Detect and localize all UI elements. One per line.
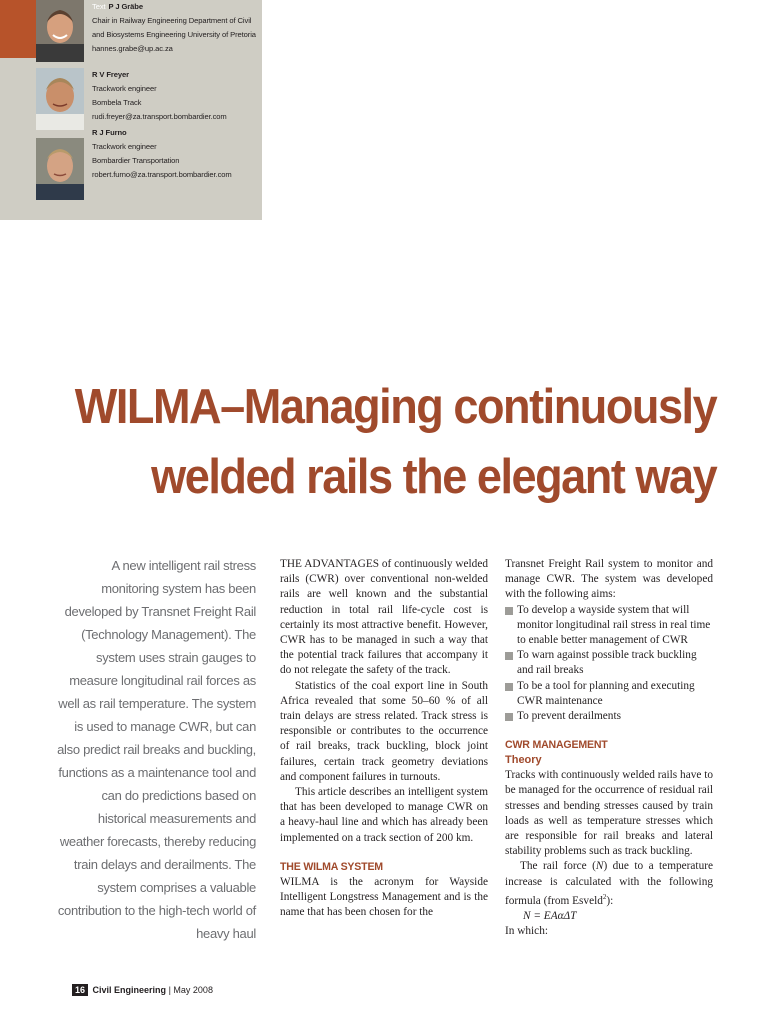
body-paragraph: THE ADVANTAGES of continuously welded rails (CWR) over conventional non-welded rails are well known and the substantial reduction in total rail life-cycle cost is certainly its most attractive benefit. However, CWR has to be managed in such a way that the potential track failures that accompany it do not relegate the safety of the track.	[280, 558, 488, 677]
author-line: Bombardier Transportation	[92, 156, 180, 165]
author-line: Trackwork engineer	[92, 84, 157, 93]
variable: N	[595, 860, 604, 873]
author-photo	[36, 138, 84, 200]
author-line: Trackwork engineer	[92, 142, 157, 151]
author-credit	[92, 68, 262, 124]
author-photo	[36, 68, 84, 130]
author-freyer	[36, 68, 262, 130]
standfirst: A new intelligent rail stress monitoring system has been developed by Transnet Freight Rail (Technology Management). The system uses strain gauges to measure longitudinal rail forces as well as rail temperature. The system is used to manage CWR, but can also predict rail breaks and buckling, functions as a maintenance tool and can do predictions based on historical measurements and weather forecasts, thereby reducing train delays and derailments. The system comprises a valuable contribution to the high-tech world of heavy haul	[57, 558, 256, 941]
issue-date: May 2008	[173, 985, 213, 995]
author-photo	[36, 0, 84, 62]
text-run: ) due to a temperature increase is calculated with the following formula (from Esveld	[505, 860, 713, 907]
text-label: Text	[92, 2, 106, 11]
square-bullet-icon	[505, 607, 513, 615]
author-line: Bombela Track	[92, 98, 142, 107]
section-heading: THE WILMA SYSTEM	[280, 860, 383, 873]
body-paragraph: This article describes an intelligent system that has been developed to manage CWR on a heavy-haul line and which has already been implemented on a track section of 200 km.	[280, 786, 488, 844]
author-grabe	[36, 0, 262, 62]
reference-number: 2	[602, 892, 607, 901]
author-name: R J Furno	[92, 128, 127, 137]
text-run: ):	[606, 894, 614, 907]
publication-name: Civil Engineering	[92, 985, 167, 995]
author-email: hannes.grabe@up.ac.za	[92, 44, 173, 53]
author-name: R V Freyer	[92, 70, 129, 79]
subsection-heading: Theory	[505, 754, 542, 767]
square-bullet-icon	[505, 683, 513, 691]
author-line: and Biosystems Engineering University of Pretoria	[92, 30, 256, 39]
body-paragraph: WILMA is the acronym for Wayside Intelligent Longstress Management and is the name that has been chosen for the	[280, 875, 488, 919]
aims-list	[505, 603, 713, 725]
list-item-text: To prevent derailments	[517, 710, 621, 723]
author-credit	[92, 126, 262, 182]
footer-separator: |	[168, 985, 171, 995]
author-credit	[92, 0, 262, 56]
body-paragraph: Transnet Freight Rail system to monitor and manage CWR. The system was developed with the following aims:	[505, 558, 713, 601]
section-heading: CWR MANAGEMENT	[505, 739, 608, 752]
author-email: rudi.freyer@za.transport.bombardier.com	[92, 112, 227, 121]
page-number: 16	[72, 984, 88, 996]
body-paragraph	[505, 859, 713, 908]
list-item	[505, 648, 713, 678]
body-paragraph: In which:	[505, 925, 548, 938]
author-name: P J Gräbe	[108, 2, 143, 11]
body-column-2	[505, 557, 713, 939]
body-paragraph: Tracks with continuously welded rails have to be managed for the occurrence of residual rail stresses and bending stresses caused by train loads as well as temperature stresses which are responsible for rail breaks and lateral stability problems such as track buckling.	[505, 769, 713, 858]
body-paragraph: Statistics of the coal export line in South Africa revealed that some 50–60 % of all train delays are stress related. Track stress is responsible or contributes to the occurrence of rail breaks, track buckling, block joint failures, certain track geometry deviations and component failures in turnouts.	[280, 679, 488, 783]
author-line: Chair in Railway Engineering Department of Civil	[92, 16, 252, 25]
text-run: The rail force (	[520, 860, 596, 873]
list-item	[505, 679, 713, 709]
page-footer	[72, 984, 213, 996]
list-item-text: To warn against possible track buckling and rail breaks	[517, 649, 697, 677]
title-line: welded rails the elegant way	[150, 450, 717, 504]
formula: N = EAαΔT	[523, 909, 577, 922]
square-bullet-icon	[505, 713, 513, 721]
author-email: robert.furno@za.transport.bombardier.com	[92, 170, 232, 179]
list-item-text: To be a tool for planning and executing CWR maintenance	[517, 679, 695, 707]
author-panel	[0, 0, 262, 220]
title-line: WILMA–Managing continuously	[74, 380, 716, 434]
accent-bar	[0, 0, 36, 58]
author-furno	[36, 126, 262, 188]
list-item	[505, 603, 713, 649]
square-bullet-icon	[505, 652, 513, 660]
list-item-text: To develop a wayside system that will monitor longitudinal rail stress in real time to enable better management of CWR	[517, 603, 711, 647]
article-title	[19, 372, 716, 512]
list-item	[505, 709, 713, 724]
body-column-1	[280, 557, 488, 920]
